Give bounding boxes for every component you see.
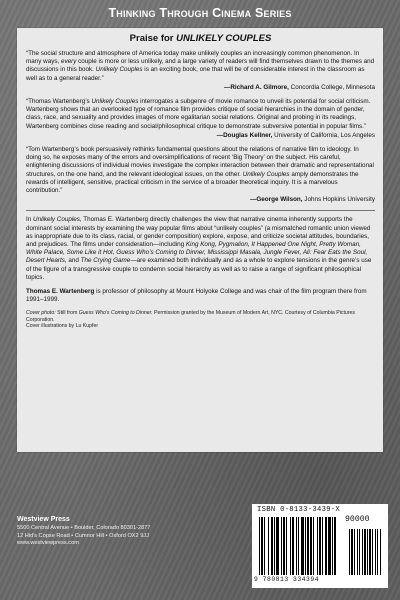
publisher-block (17, 516, 237, 548)
ean-digits: 9 780813 334394 (254, 576, 320, 583)
quote-1-attribution: —Richard A. Gilmore, Concordia College, Minnesota (224, 83, 375, 91)
author-bio: Thomas E. Wartenberg is professor of philosophy at Mount Holyoke College and was chair of the film program there from 1991–1999. (26, 288, 367, 304)
author-name: Thomas E. Wartenberg (26, 288, 95, 296)
publisher-address-2: 12 Hid’s Copse Road • Cumnor Hill • Oxford OX2 9JJ (17, 532, 149, 539)
isbn-text: ISBN 0-8133-3439-X (257, 506, 341, 514)
praise-heading-title: UNLIKELY COUPLES (176, 33, 272, 44)
quote-3: “Tom Wartenberg’s book persuasively rethinks fundamental questions about the relations of narrative film to ideology. In doing so, he exposes many of the errors and oversimplifications of recent ‘Big Theory’ on the subject. His careful, enlightening discussions of individual movies investigate the complex interaction between their dramatic and representational structures, on the one hand, and the relevant ideological issues, on the other. Unlikely Couples amply demonstrates the rewards of intelligent, sensitive, practical criticism in the service of a broader theoretical inquiry. It is a marvelous contribution.” (26, 146, 374, 195)
book-description: In Unlikely Couples, Thomas E. Wartenberg directly challenges the view that narrative cinema inherently supports the dominant social interests by examining the way popular films about “unlikely couples” (a mismatched romantic union viewed as inappropriate due to its class, racial, or gender composition) explore, expose, and criticize societal attitudes, boundaries, and prejudices. The films under consideration—including King Kong, Pygmalion, It Happened One Night, Pretty Woman, White Palace, Some Like it Hot, Guess Who’s Coming to Dinner, Mississippi Masala, Jungle Fever, Ali: Fear Eats the Soul, Desert Hearts, and The Crying Game—are examined both individually and as a whole to explore tensions in the genre’s use of the figure of a transgressive couple to condemn social hierarchy as well as to raise a range of significant philosophical topics. (26, 216, 372, 281)
quote-2-attribution: —Douglas Kellner, University of California, Los Angeles (216, 131, 375, 139)
praise-heading-prefix: Praise for (129, 33, 177, 44)
publisher-website: www.westviewpress.com (17, 540, 79, 547)
quote-2: “Thomas Wartenberg’s Unlikely Couples interrogates a subgenre of movie romance to unveil its potential for social criticism. Wartenberg shows that an overlooked type of romance film provides critique of social hierarchies in the domain of gender, class, race, and sexuality and provides images of more egalitarian social relations. Original and probing in its readings, Wartenberg combines close reading and social/philosophical critique to demonstrate subversive potential in popular films.” (26, 98, 371, 130)
series-title: Thinking Through Cinema Series (108, 6, 292, 20)
cover-illustration-credit: Cover illustrations by Lu Kupfer (26, 323, 99, 330)
barcode-box (252, 504, 388, 588)
section-divider (26, 210, 375, 211)
text-panel (17, 28, 383, 452)
barcode-addon-number: 90000 (345, 515, 370, 524)
publisher-address-1: 5500 Central Avenue • Boulder, Colorado 80301-2877 (17, 525, 151, 531)
praise-heading (26, 33, 375, 44)
quote-3-attribution: —George Wilson, Johns Hopkins University (250, 196, 375, 204)
quote-1: “The social structure and atmosphere of America today make unlikely couples an increasingly common phenomenon. In many ways, every couple is more or less unlikely, and a large variety of readers will find themselves drawn to the themes and discussions in this book. Unlikely Couples is an exciting book, one that will be of considerable interest in the classroom as well as to a general reader.” (26, 50, 375, 82)
barcode-icon (259, 517, 383, 575)
cover-credits: Cover photo: Still from Guess Who’s Coming to Dinner. Permission granted by the Museum of Modern Art, NYC. Courtesy of Columbia Pictures Corporation. Cover illustrations by Lu Kupfer (26, 310, 355, 330)
publisher-name: Westview Press (17, 516, 70, 523)
